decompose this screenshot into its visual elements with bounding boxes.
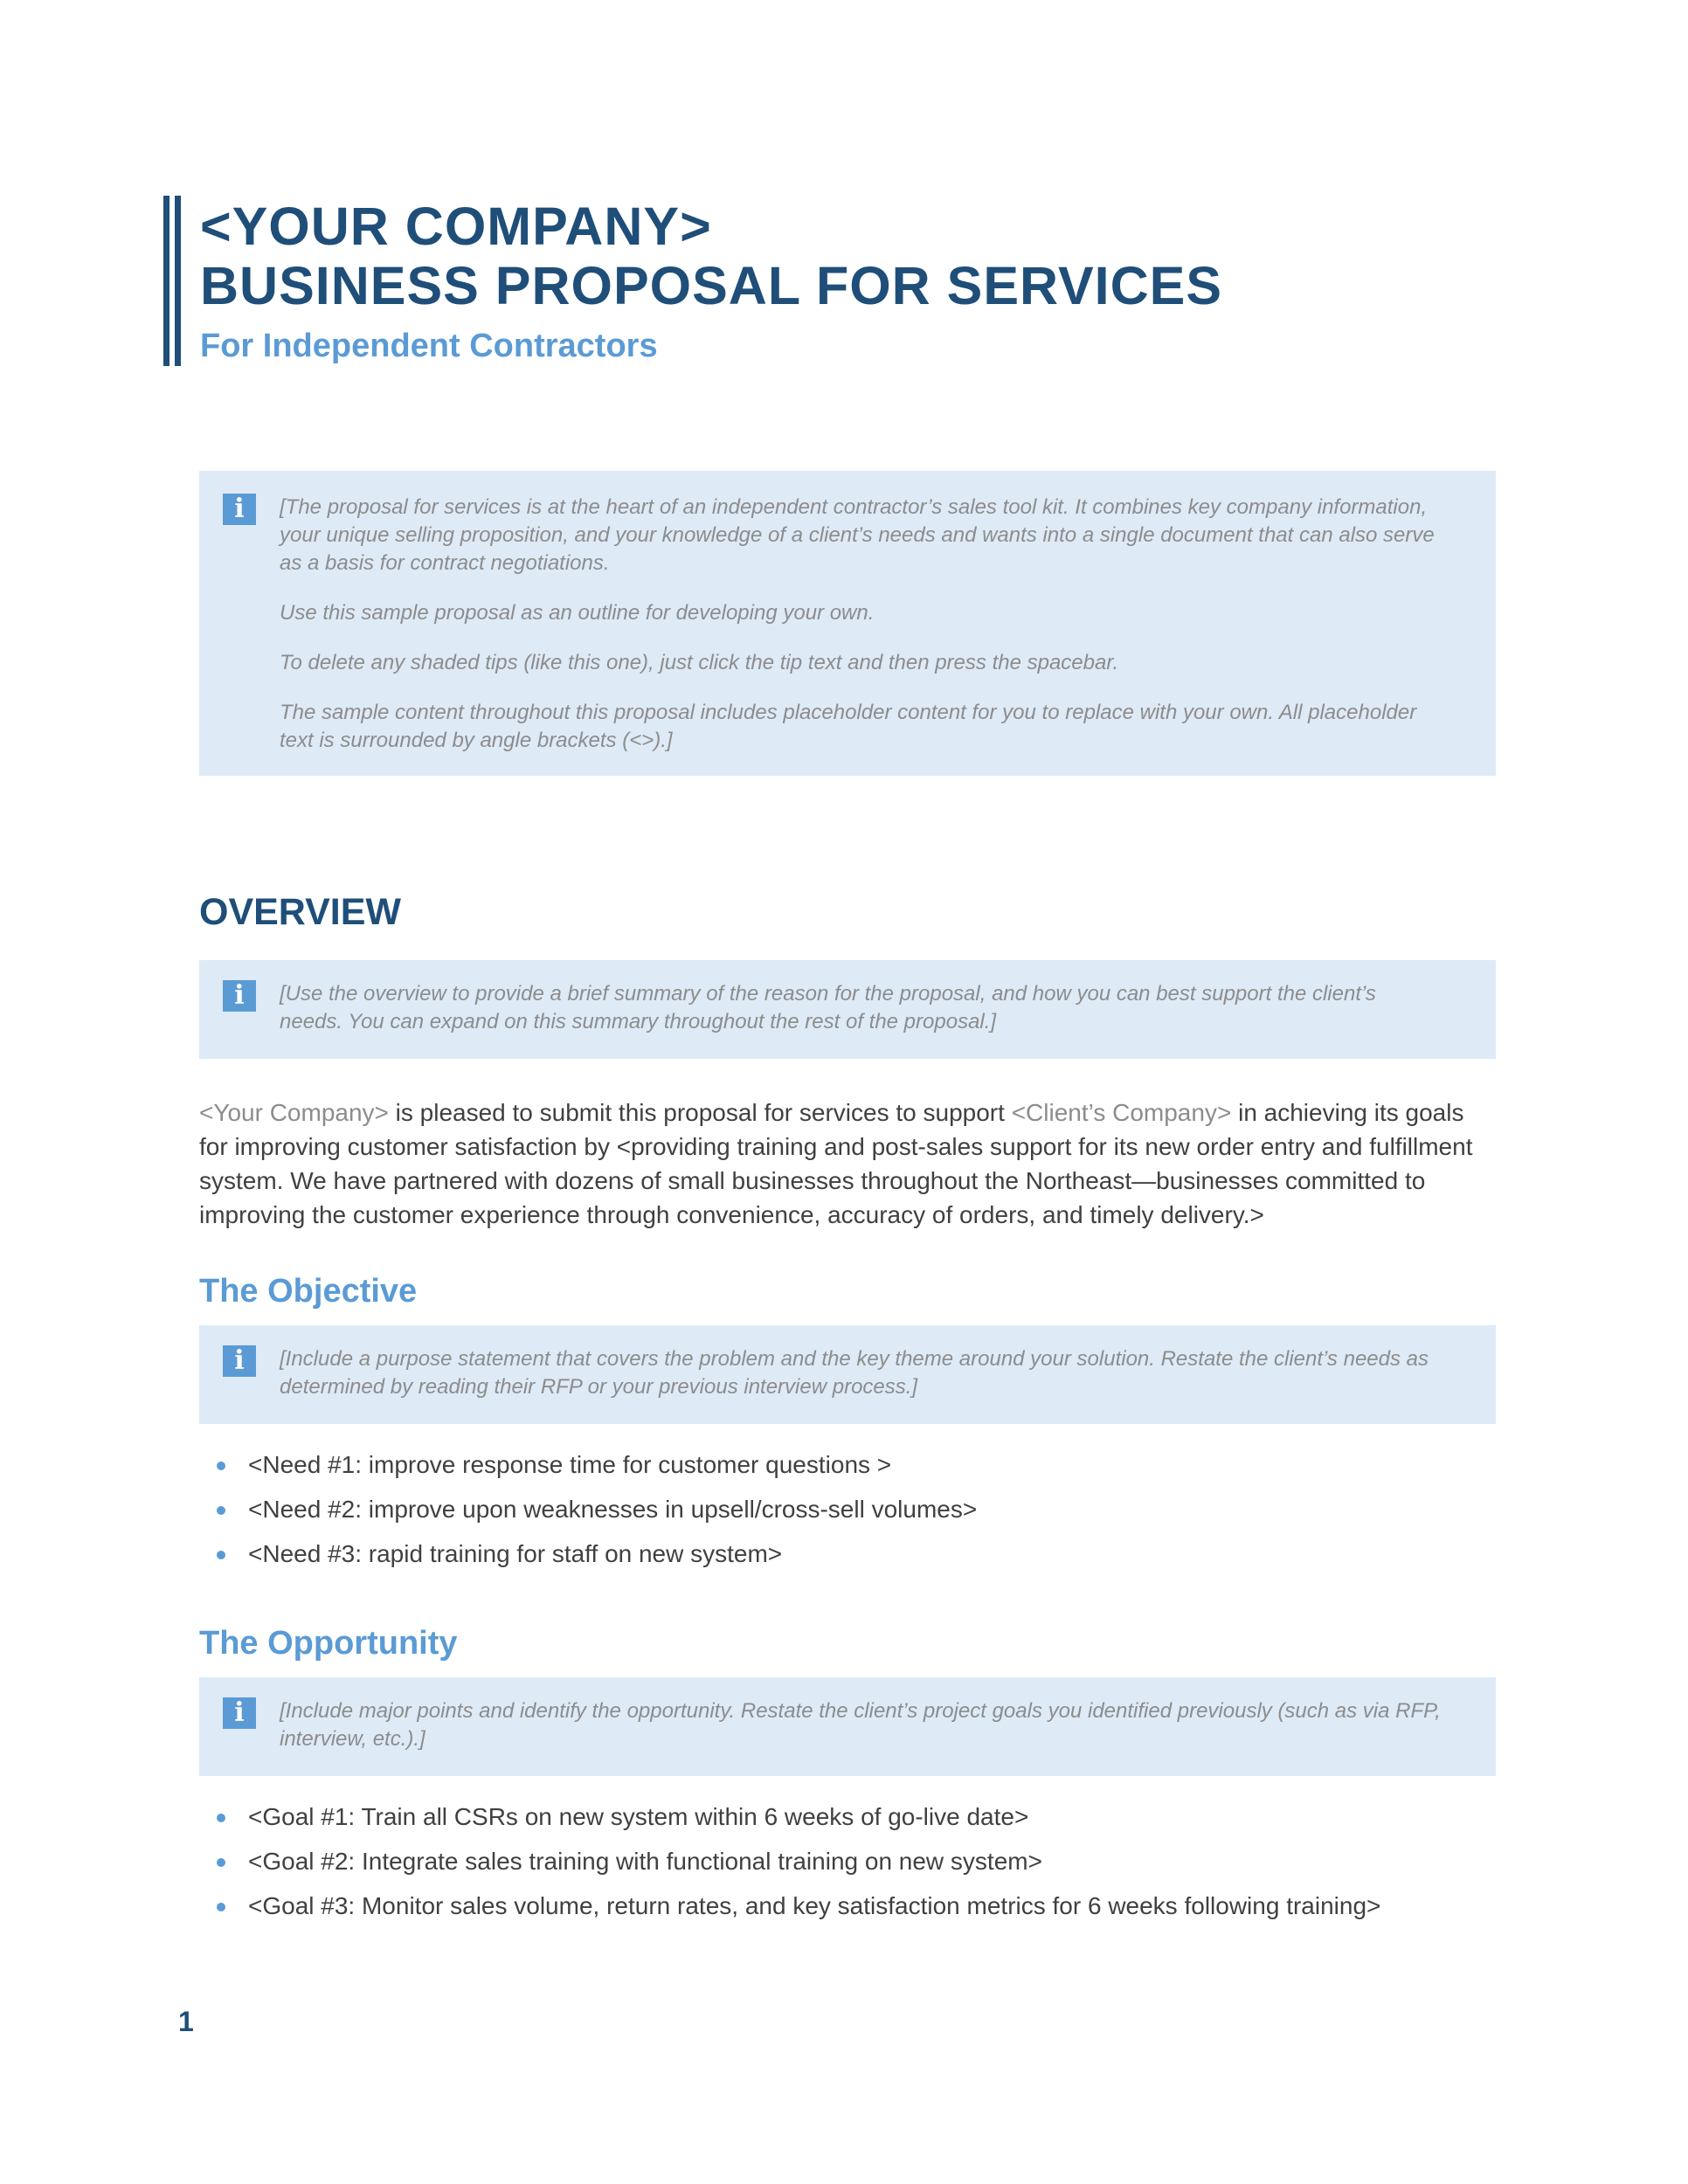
bullet-icon <box>217 1903 225 1911</box>
bullet-icon <box>217 1814 225 1822</box>
document-title: BUSINESS PROPOSAL FOR SERVICES <box>200 256 1223 315</box>
intro-tip-box[interactable] <box>199 471 1496 776</box>
tip-paragraph: [Use the overview to provide a brief summary of the reason for the proposal, and how you can best support the client’s needs. You can expand on this summary throughout the rest of the proposal.] <box>280 982 1376 1033</box>
list-item: <Need #1: improve response time for customer questions > <box>199 1449 1496 1481</box>
list-item: <Need #3: rapid training for staff on new system> <box>199 1538 1496 1570</box>
bullet-icon <box>217 1506 225 1515</box>
list-item: <Need #2: improve upon weaknesses in upsell/cross-sell volumes> <box>199 1494 1496 1525</box>
list-item: <Goal #2: Integrate sales training with functional training on new system> <box>199 1846 1496 1877</box>
list-item: <Goal #1: Train all CSRs on new system within 6 weeks of go-live date> <box>199 1801 1496 1833</box>
tip-paragraph: [The proposal for services is at the heart of an independent contractor’s sales tool kit. It combines key company information, your unique selling proposition, and your knowledge of a client’s needs and wants into a single document that can also serve as a basis for contract negotiations. <box>280 495 1435 575</box>
overview-body <box>199 1095 1496 1232</box>
title-block <box>163 196 1561 366</box>
body-text: in achieving its goals for improving customer satisfaction by <providing training and post-sales support for its new order entry and fulfillment system. We have partnered with dozens of small businesses throughout the Northeast—businesses committed to improving the customer experience through convenience, accuracy of orders, and timely delivery.> <box>199 1099 1473 1228</box>
info-icon: i <box>223 1697 256 1729</box>
company-name: <YOUR COMPANY> <box>200 197 712 256</box>
opportunity-list <box>199 1801 1496 1935</box>
opportunity-heading: The Opportunity <box>199 1625 458 1662</box>
document-subtitle: For Independent Contractors <box>200 328 658 364</box>
tip-paragraph: The sample content throughout this proposal includes placeholder content for you to replace with your own. All placeholder text is surrounded by angle brackets (<>).] <box>280 701 1417 752</box>
info-icon: i <box>223 1345 256 1377</box>
bullet-icon <box>217 1462 225 1470</box>
objective-heading: The Objective <box>199 1273 418 1310</box>
tip-paragraph: Use this sample proposal as an outline for developing your own. <box>280 601 875 625</box>
objective-list <box>199 1449 1496 1583</box>
page-number: 1 <box>178 2006 194 2037</box>
accent-bar <box>175 196 181 366</box>
body-text: is pleased to submit this proposal for services to support <box>388 1099 1012 1126</box>
tip-paragraph: [Include a purpose statement that covers the problem and the key theme around your solution. Restate the client’s needs as determined by reading their RFP or your previous interview process.] <box>280 1347 1429 1399</box>
bullet-icon <box>217 1858 225 1867</box>
overview-tip-box[interactable] <box>199 960 1496 1059</box>
title-accent-bars <box>163 196 184 366</box>
objective-tip-box[interactable] <box>199 1325 1496 1424</box>
list-item: <Goal #3: Monitor sales volume, return rates, and key satisfaction metrics for 6 weeks following training> <box>199 1890 1496 1922</box>
bullet-icon <box>217 1551 225 1559</box>
info-icon: i <box>223 494 256 525</box>
client-placeholder: <Client’s Company> <box>1011 1099 1232 1126</box>
overview-heading: OVERVIEW <box>199 891 401 933</box>
tip-paragraph: [Include major points and identify the opportunity. Restate the client’s project goals you identified previously (such as via RFP, interview, etc.).] <box>280 1699 1441 1751</box>
accent-bar <box>163 196 169 366</box>
opportunity-tip-box[interactable] <box>199 1677 1496 1776</box>
tip-paragraph: To delete any shaded tips (like this one), just click the tip text and then press the spacebar. <box>280 651 1119 674</box>
company-placeholder: <Your Company> <box>199 1099 389 1126</box>
info-icon: i <box>223 980 256 1012</box>
